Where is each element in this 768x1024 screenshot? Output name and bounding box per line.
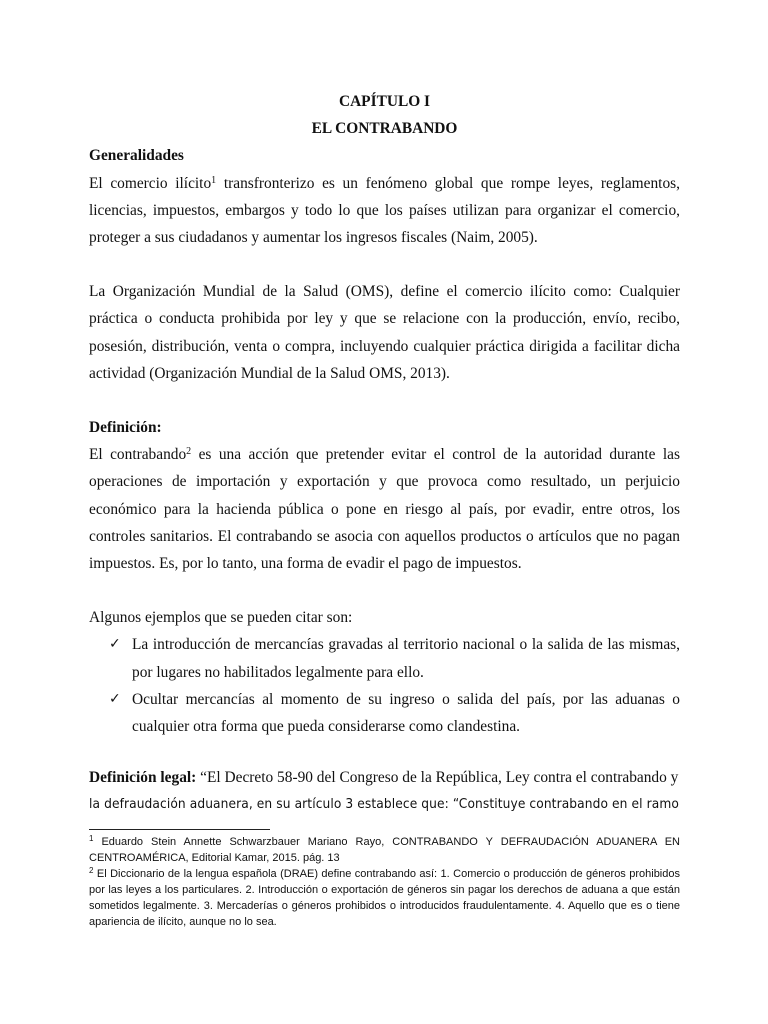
- footnote-number: 1: [89, 834, 94, 843]
- section-heading-definicion: Definición:: [89, 419, 162, 437]
- chapter-label: CAPÍTULO I: [338, 93, 431, 110]
- checkmark-icon: ✓: [109, 636, 121, 653]
- list-item-text: Ocultar mercancías al momento de su ingreso o salida del país, por las aduanas o cualquier otra forma que pueda considerarse como clandestina.: [132, 690, 680, 736]
- paragraph-text: transfronterizo es un fenómeno global que rompe leyes, reglamentos, licencias, impuestos, embargos y todo lo que los países utilizan para organizar el comercio, proteger a sus ciudadanos y aumentar los ingresos fiscales (Naim, 2005).: [89, 174, 680, 247]
- paragraph-oms: La Organización Mundial de la Salud (OMS), define el comercio ilícito como: Cualquier práctica o conducta prohibida por ley y que se relacione con la producción, envío, recibo, posesión, distribución, venta o compra, incluyendo cualquier práctica dirigida a facilitar dicha actividad (Organización Mundial de la Salud OMS, 2013).: [89, 283, 680, 382]
- document-body: [89, 88, 680, 819]
- footnote-1: [89, 834, 680, 866]
- footnotes: [89, 834, 680, 930]
- paragraph-text: “El Decreto 58-90 del Congreso de la República, Ley contra el contrabando y: [196, 769, 679, 787]
- paragraph-definicion-legal-continued: la defraudación aduanera, en su artículo 3 establece que: “Constituye contrabando en el ramo: [89, 796, 679, 813]
- paragraph-definicion-legal: [89, 764, 680, 791]
- footnote-ref-1[interactable]: 1: [211, 174, 217, 186]
- examples-list: [89, 631, 680, 740]
- paragraph-text: El comercio ilícito: [89, 174, 212, 192]
- section-heading-generalidades: Generalidades: [89, 147, 184, 165]
- paragraph-text: El contrabando: [89, 446, 187, 464]
- chapter-title: EL CONTRABANDO: [311, 120, 458, 138]
- paragraph-contrabando: [89, 441, 680, 577]
- list-item: [89, 686, 680, 740]
- footnote-number: 2: [89, 866, 94, 875]
- checkmark-icon: ✓: [109, 690, 121, 707]
- paragraph-ejemplos-intro: Algunos ejemplos que se pueden citar son:: [89, 609, 353, 627]
- paragraph-comercio-ilicito: [89, 170, 680, 252]
- footnote-separator: [89, 829, 270, 830]
- footnote-text: Eduardo Stein Annette Schwarzbauer Mariano Rayo, CONTRABANDO Y DEFRAUDACIÓN ADUANERA EN CENTROAMÉRICA, Editorial Kamar, 2015. pág. 13: [89, 836, 680, 864]
- footnote-2: [89, 866, 680, 930]
- footnote-text: El Diccionario de la lengua española (DRAE) define contrabando así: 1. Comercio o producción de géneros prohibidos por las leyes a los particulares. 2. Introducción o exportación de géneros sin pagar los derechos de aduana a que están sometidos legalmente. 3. Mercaderías o géneros prohibidos o introducidos fraudulentamente. 4. Aquello que es o tiene apariencia de ilícito, aunque no lo sea.: [89, 868, 680, 928]
- paragraph-text: es una acción que pretender evitar el control de la autoridad durante las operaciones de importación y exportación y que provoca como resultado, un perjuicio económico para la hacienda pública o pone en riesgo al país, por evadir, entre otros, los controles sanitarios. El contrabando se asocia con aquellos productos o artículos que no pagan impuestos. Es, por lo tanto, una forma de evadir el pago de impuestos.: [89, 446, 680, 573]
- footnote-ref-2[interactable]: 2: [186, 446, 192, 458]
- section-heading-definicion-legal: Definición legal:: [89, 769, 197, 787]
- list-item: [89, 631, 680, 685]
- list-item-text: La introducción de mercancías gravadas al territorio nacional o la salida de las mismas, por lugares no habilitados legalmente para ello.: [132, 636, 680, 681]
